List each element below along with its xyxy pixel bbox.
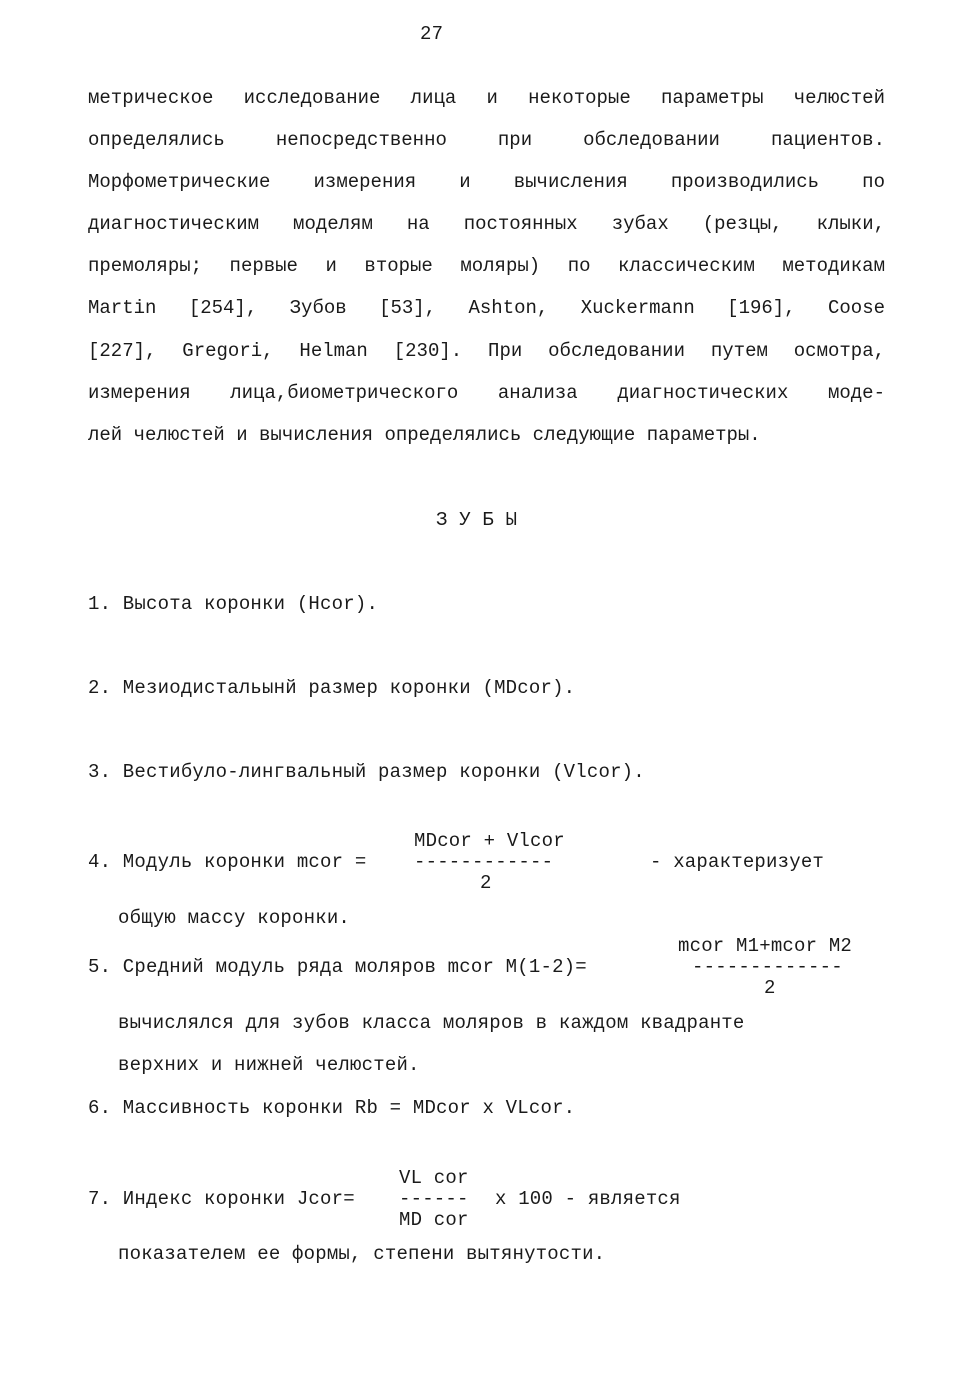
formula-bar: ------------ (414, 851, 554, 873)
item-mesiodistal-size: 2. Мезиодистальынй размер коронки (MDcor). (88, 677, 576, 699)
intro-line: лей челюстей и вычисления определялись следующие параметры. (88, 424, 761, 446)
section-title: З У Б Ы (436, 509, 518, 531)
item-suffix: - характеризует (650, 851, 825, 873)
formula-denominator: 2 (480, 872, 492, 894)
item-vestibulolingual-size: 3. Вестибуло-лингвальный размер коронки (Vlcor). (88, 761, 645, 783)
intro-line: диагностическим моделям на постоянных зубах (резцы, клыки, (88, 213, 885, 235)
item-continuation: верхних и нижней челюстей. (118, 1054, 420, 1076)
intro-line: измерения лица,биометрического анализа диагностических моде- (88, 382, 885, 404)
item-prefix: 5. Средний модуль ряда моляров mcor M(1-2)= (88, 956, 587, 978)
formula-numerator: MDcor + Vlcor (414, 830, 565, 852)
item-continuation: вычислялся для зубов класса моляров в каждом квадранте (118, 1012, 745, 1034)
page-number: 27 (420, 23, 444, 45)
item-crown-height: 1. Высота коронки (Hcor). (88, 593, 379, 615)
item-suffix: x 100 - является (495, 1188, 681, 1210)
intro-line: премоляры; первые и вторые моляры) по классическим методикам (88, 255, 885, 277)
intro-line: Martin [254], Зубов [53], Ashton, Xuckermann [196], Coose (88, 297, 885, 319)
intro-line: Морфометрические измерения и вычисления производились по (88, 171, 885, 193)
formula-denominator: 2 (764, 977, 776, 999)
intro-line: метрическое исследование лица и некоторые параметры челюстей (88, 87, 885, 109)
formula-numerator: mcor M1+mcor M2 (678, 935, 853, 957)
item-prefix: 4. Модуль коронки mcor = (88, 851, 367, 873)
intro-line: [227], Gregori, Helman [230]. При обследовании путем осмотра, (88, 340, 885, 362)
item-prefix: 7. Индекс коронки Jcor= (88, 1188, 355, 1210)
intro-line: определялись непосредственно при обследовании пациентов. (88, 129, 885, 151)
formula-numerator: VL cor (399, 1167, 469, 1189)
formula-bar: ------------- (692, 956, 843, 978)
formula-denominator: MD cor (399, 1209, 469, 1231)
formula-bar: ------ (399, 1188, 469, 1210)
item-crown-massiveness: 6. Массивность коронки Rb = MDcor x VLcor. (88, 1097, 576, 1119)
item-continuation: показателем ее формы, степени вытянутости. (118, 1243, 606, 1265)
item-continuation: общую массу коронки. (118, 907, 351, 929)
